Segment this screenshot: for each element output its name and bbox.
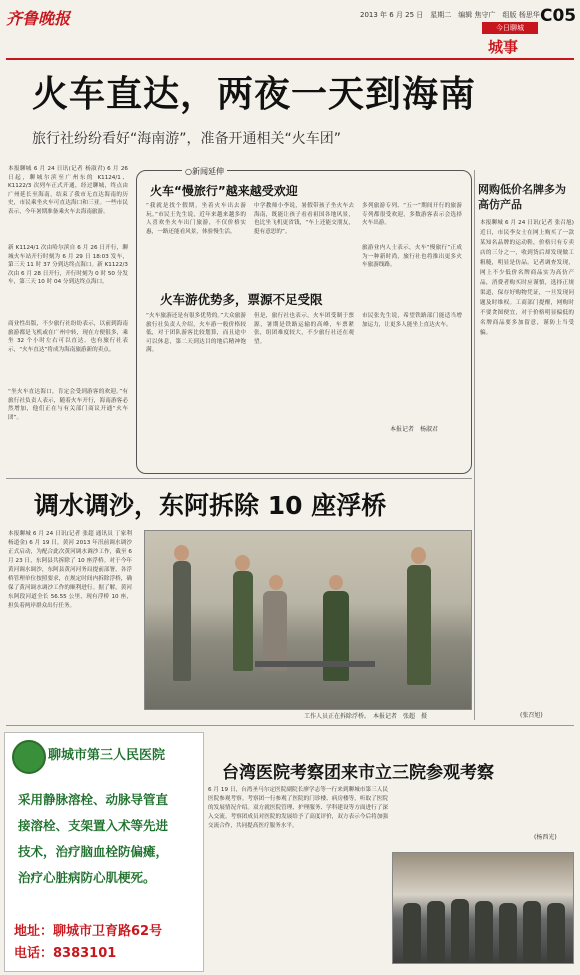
- side-divider: [474, 170, 475, 720]
- box-body-1c: 多列旅游专列、“五一”期间开行的旅游专列都很受欢迎，多数游客表示会选择火车出游。: [362, 203, 462, 226]
- lead-col1d: “坐火车直达海口，肯定会受到游客的欢迎。”有旅行社负责人表示，随着火车开行，海南游客必然增加，他们正在与有关部门商议开通“火车团”。: [8, 389, 128, 421]
- ad-line-2: 接溶栓、支架置入术等先进: [18, 818, 169, 833]
- delegation-photo: [392, 852, 574, 964]
- section-badge: 今日聊城: [482, 22, 538, 34]
- box-byline: 本报记者 杨淑君: [390, 426, 439, 433]
- third-byline: (杨西光): [534, 834, 557, 841]
- lead-headline: 火车直达，两夜一天到海南: [32, 74, 477, 115]
- section-title: 城事: [488, 38, 519, 56]
- second-body: 本报聊城 6 月 24 日讯(记者 张超 通讯员 丁家利 杨道金) 6 月 19 日，黄河 2013 年汛前调水调沙正式启动，为配合此次黄河调水调沙工作，截至 6 月 23 日，东阿县共拆除了 10 座浮桥。对于今年黄河调水调沙，东阿县黄河河务局提前部署，各浮桥管理单位按照要求，在规定时间内拆除浮桥，确保了黄河调水调沙工作的顺利进行。据了解，黄河东阿段河道全长 56.55 公里，现有浮桥 10 座，担负着两岸群众出行任务。: [8, 531, 132, 609]
- lead-col1c: 商业性出版，不少旅行社纷纷表示，以前到海南旅游都是飞机或在广州中转，现在方便很多，乘坐 32 个小时左右可以直达。也有旅行社表示，“火车直达”将成为海南旅游新的卖点。: [8, 321, 128, 353]
- bottom-divider: [6, 725, 574, 726]
- related-news-tag: ○新闻延伸: [182, 166, 227, 177]
- page-number: C05: [540, 6, 577, 26]
- lead-subhead: 旅行社纷纷看好“海南游”，准备开通相关“火车团”: [32, 131, 342, 147]
- section-divider: [6, 478, 472, 479]
- second-headline: 调水调沙，东阿拆除 10 座浮桥: [34, 491, 387, 520]
- box-body-1b: 中学教师小李说，暑假带孩子坐火车去海南，既能让孩子看看祖国各地风景，也比坐飞机更省钱，“车上还能交朋友，挺有意思的”。: [254, 203, 354, 235]
- box-body-2a: “火车旅游还是有很多优势的。”大众旅游旅行社负责人介绍，火车游一般价格较低，对于团队游客比较划算，而且途中可以休息，第二天到达目的地后精神饱满。: [146, 313, 246, 353]
- dateline: 2013 年 6 月 25 日 星期二 编辑 焦守广 组版 杨思华: [360, 11, 540, 19]
- lead-col1b: 新 K1124/1 次由哈尔滨自 6 月 26 日开行，聊城火车站开行时刻为 6 月 29 日 18:03 发车，第三天 11 时 37 分到达终点海口。新 K1122/3 次由 6 月 28 日开行，开行时刻为 0 时 50 分发车，第三天 10 时 04 分到达终点海口。: [8, 245, 128, 285]
- box-body-1d: 旅游业内人士表示，火车“慢旅行”正成为一种新时尚，旅行社也将推出更多火车旅游线路。: [362, 245, 462, 268]
- photo-caption: 工作人员正在拆除浮桥。 本报记者 张超 摄: [304, 713, 428, 720]
- side-body: 本报聊城 6 月 24 日讯(记者 张召旭) 近日，市民李女士在网上购买了一款某知名品牌的运动鞋，价格只有专卖店的三分之一，收到货后却发现做工粗糙，明显是仿品。记者调查发现，网上不少低价名牌商品实为高仿产品，消费者购买时应谨慎，选择正规渠道，保存好购物凭证，一旦发现问题及时维权。工商部门提醒，网购时不要贪图便宜，对于价格明显偏低的名牌商品要多加留意，谨防上当受骗。: [480, 220, 574, 336]
- third-body: 6 月 19 日，台湾圣马尔定医院副院长廖学志等一行来到聊城市第三人民医院参观考察。考察团一行参观了医院的门诊楼、病房楼等，听取了医院的发展情况介绍。双方就医院管理、护理服务、学科建设等方面进行了深入交流。考察团成员对医院的发展给予了高度评价，双方表示今后将加强交流合作，共同提高医疗服务水平。: [208, 787, 388, 829]
- side-byline: (张召旭): [520, 712, 543, 719]
- bridge-photo: [144, 530, 472, 710]
- third-headline: 台湾医院考察团来市立三院参观考察: [222, 763, 494, 783]
- box-title-2: 火车游优势多，票源不足受限: [160, 292, 323, 307]
- box-body-1a: “我就是找个假期，坐着火车出去游玩。”市民王先生说，近年来越来越多的人喜欢坐火车出门旅游，不仅价格实惠，一路还能看风景，体验慢生活。: [146, 203, 246, 235]
- hospital-logo-icon: [12, 740, 46, 774]
- ad-phone: 电话：8383101: [14, 946, 117, 961]
- circle-icon: ○: [185, 167, 192, 176]
- side-headline: 网购低价名牌多为高仿产品: [478, 183, 566, 211]
- box-title-1: 火车“慢旅行”越来越受欢迎: [150, 184, 298, 198]
- ad-line-4: 治疗心脏病防心肌梗死。: [18, 870, 156, 885]
- ad-line-1: 采用静脉溶栓、动脉导管直: [18, 792, 169, 807]
- ad-address: 地址：聊城市卫育路62号: [14, 924, 163, 939]
- lead-col1: 本报聊城 6 月 24 日讯(记者 杨淑君) 6 月 26 日起，聊城尔滨至广州东的 K1124/1、K1122/3 次列车正式开通，经过聊城，终点由广州延长至海南，结束了我市无直达海南的历史，市民乘坐火车可直达海口和三亚。一些市民表示，今年暑期准备乘火车去海南旅游。: [8, 166, 128, 215]
- box-body-2c: 市民张先生说，希望铁路部门能适当增加运力，让更多人能坐上直达火车。: [362, 313, 462, 328]
- box-body-2b: 但是，旅行社也表示，火车团受制于票源，暑期是铁路运输的高峰，车票紧张，组团难度较大，不少旅行社还在观望。: [254, 313, 354, 345]
- masthead: 齐鲁晚报: [6, 9, 71, 28]
- ad-title: 聊城市第三人民医院: [48, 748, 166, 763]
- ad-line-3: 技术，治疗脑血栓防偏瘫，: [18, 844, 169, 859]
- header-rule: [6, 58, 574, 60]
